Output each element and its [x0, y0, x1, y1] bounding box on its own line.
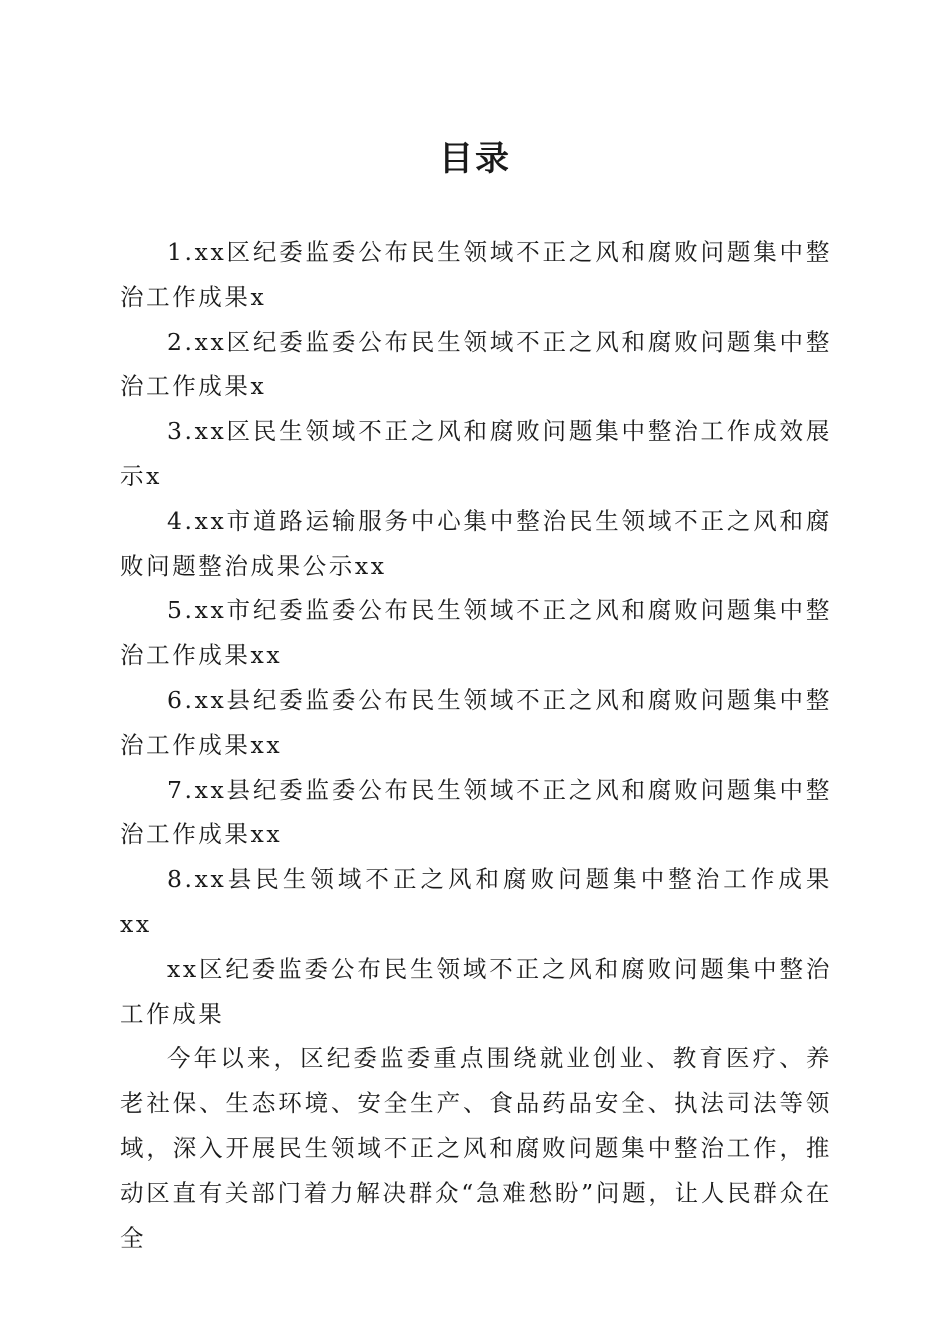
document-body — [120, 230, 832, 1260]
toc-item-5: 5.xx市纪委监委公布民生领域不正之风和腐败问题集中整治工作成果xx — [120, 596, 832, 670]
toc-item-6: 6.xx县纪委监委公布民生领域不正之风和腐败问题集中整治工作成果xx — [120, 685, 832, 759]
toc-item-4: 4.xx市道路运输服务中心集中整治民生领域不正之风和腐败问题整治成果公示xx — [120, 506, 832, 580]
page-title: 目录 — [439, 139, 511, 179]
toc-item-7: 7.xx县纪委监委公布民生领域不正之风和腐败问题集中整治工作成果xx — [120, 775, 832, 849]
article-paragraph: 今年以来，区纪委监委重点围绕就业创业、教育医疗、养老社保、生态环境、安全生产、食品药品安全、执法司法等领域，深入开展民生领域不正之风和腐败问题集中整治工作，推动区直有关部门着力解决群众“急难愁盼”问题，让人民群众在全 — [120, 1044, 832, 1252]
toc-item-3: 3.xx区民生领域不正之风和腐败问题集中整治工作成效展示x — [120, 417, 832, 490]
toc-item-2: 2.xx区纪委监委公布民生领域不正之风和腐败问题集中整治工作成果x — [120, 327, 832, 401]
article-heading: xx区纪委监委公布民生领域不正之风和腐败问题集中整治工作成果 — [120, 954, 832, 1028]
toc-item-1: 1.xx区纪委监委公布民生领域不正之风和腐败问题集中整治工作成果x — [120, 238, 832, 311]
toc-item-8: 8.xx县民生领域不正之风和腐败问题集中整治工作成果xx — [120, 865, 832, 938]
